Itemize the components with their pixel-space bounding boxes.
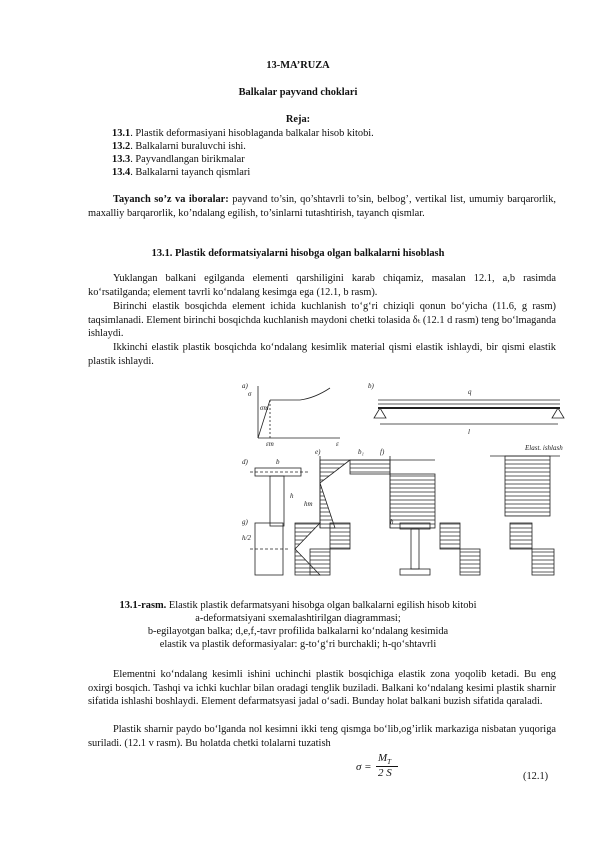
plan-item: 13.2. Balkalarni buraluvchi ishi.	[112, 141, 246, 152]
body-paragraph: Ikkinchi elastik plastik bosqichda ko‘ndalang kesimlik material qismi elastik ishlaydi, bir qismi elastik plastik ishlaydi.	[88, 342, 556, 367]
lecture-title: Balkalar payvand choklari	[238, 87, 358, 98]
figure-caption: 13.1-rasm. Elastik plastik defarmatsyani hisobga olgan balkalarni egilish hisob kitobi	[119, 600, 477, 611]
plan-item: 13.4. Balkalarni tayanch qismlari	[112, 167, 251, 178]
keywords-paragraph: Tayanch so’z va iboralar: payvand to’sin, qo’shtavrli to’sin, belbog’, vertikal list, umumiy barqarorlik, maxalliy barqarorlik, ko’ndalang egilish, to’sinlarni tutashtirish, tayanch qismlar.	[88, 194, 556, 219]
body-paragraph: Birinchi elastik bosqichda element ichida kuchlanish to‘g‘ri chiziqli qonun bo‘yicha (11.6, g rasm) taqsimlanadi. Element birinchi bosqichda kuchlanish maydoni chetki tolasida δₜ (12.1 d rasm) teng bo‘lmaganda ishlaydi.	[88, 301, 556, 340]
label-b-width: b	[276, 458, 280, 466]
label-b1: b₁	[358, 448, 364, 456]
formula-numerator: $M_T$	[378, 752, 392, 767]
label-eps: ε	[336, 440, 339, 448]
label-h2: h/2	[242, 534, 251, 542]
figure-13-1	[240, 378, 570, 586]
lecture-number: 13-MA’RUZA	[266, 60, 330, 71]
plan-item: 13.3. Payvandlangan birikmalar	[112, 154, 245, 165]
label-d: d)	[242, 458, 248, 466]
figure-caption-line: b-egilayotgan balka; d,e,f,-tavr profilida balkalarni ko‘ndalang kesimida	[147, 626, 449, 637]
formula-lhs: σ =	[356, 761, 372, 773]
formula-number: (12.1)	[523, 771, 549, 782]
label-f: f)	[380, 448, 385, 456]
label-eps-t: εт	[266, 440, 274, 448]
plan-heading: Reja:	[285, 114, 311, 125]
label-sigma: σ	[248, 390, 252, 398]
label-ht: hт	[304, 500, 313, 508]
label-e: e)	[315, 448, 321, 456]
label-h: h	[290, 492, 294, 500]
formula-denominator: 2 S	[378, 767, 392, 779]
label-l: l	[468, 428, 470, 436]
figure-caption-line: elastik va plastik deformasiyalar: g-to‘g‘ri burchakli; h-qo‘shtavrli	[159, 639, 437, 650]
figure-caption-line: a-deformatsiyani sxemalashtirilgan diagrammasi;	[195, 613, 401, 624]
label-g: g)	[242, 518, 248, 526]
label-b: b)	[368, 382, 374, 390]
plan-item: 13.1. Plastik deformasiyani hisoblaganda balkalar hisob kitobi.	[112, 128, 374, 139]
body-paragraph: Elementni ko‘ndalang kesimli ishini uchinchi plastik bosqichiga elastik zona yoqolib ketadi. Bu eng oxirgi bosqich. Tashqi va ichki kuchlar bilan oradagi tenglik buziladi. Balkani ko‘ndalang kesimi plastik sharnir sifatida ishlashi boshlaydi. Element defarmatsyasi jadal o‘sadi. Bunday holat balkani buzish sifatida qaraladi.	[88, 669, 556, 708]
label-a: a)	[242, 382, 248, 390]
label-q: q	[468, 388, 472, 396]
label-elastic: Elast. ishlash	[525, 444, 563, 452]
body-paragraph: Yuklangan balkani egilganda elementi qarshiligini karab chiqamiz, masalan 12.1, a,b rasimda ko‘rsatilganda; element tavrli ko‘ndalang kesimga ega (12.1, b rasm).	[88, 273, 556, 298]
label-h: h	[390, 518, 394, 526]
label-sigma-t: σт	[260, 404, 269, 412]
body-paragraph: Plastik sharnir paydo bo‘lganda nol kesimni ikki teng qismga bo‘lib,og’irlik markaziga nisbatan yuqoriga suriladi. (12.1 v rasm). Bu holatda chetki tolalarni tuzatish	[88, 724, 556, 749]
section-title: 13.1. Plastik deformatsiyalarni hisobga olgan balkalarni hisoblash	[151, 248, 445, 259]
